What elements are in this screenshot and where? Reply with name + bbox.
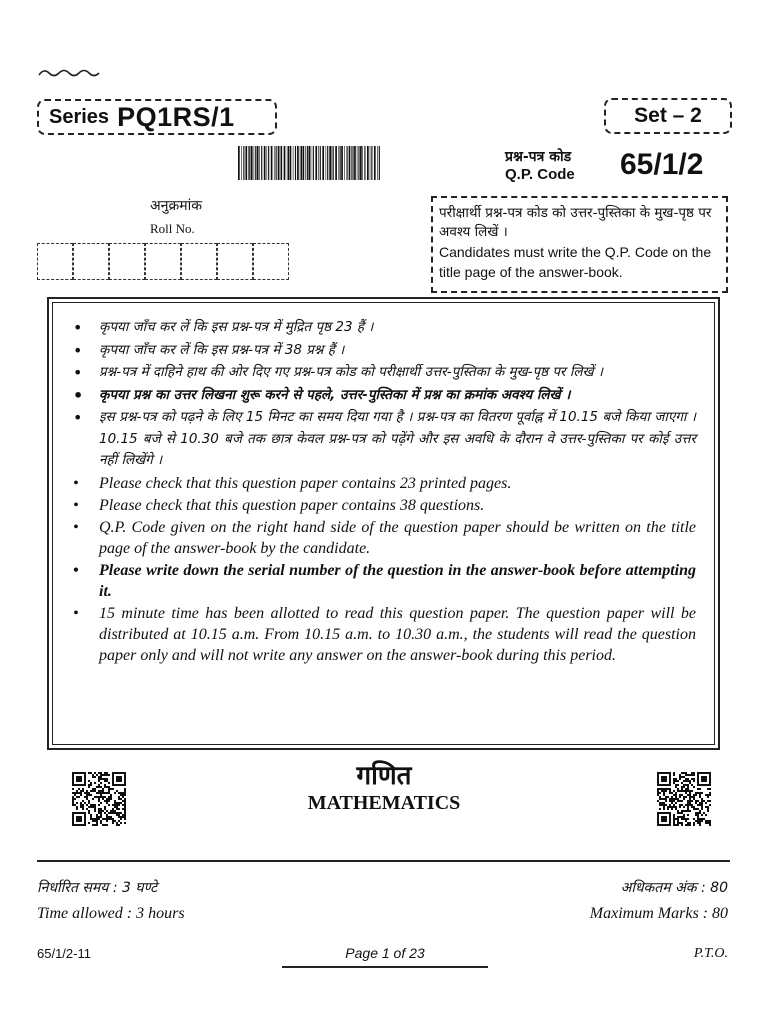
roll-label: Roll No. [150, 221, 195, 236]
series-code: PQ1RS/1 [117, 101, 235, 132]
instruction-english-3: • Q.P. Code given on the right hand side of the question paper should be written on the title page of the answer-book by the candidate. [71, 517, 696, 559]
candidate-note-hindi: परीक्षार्थी प्रश्न-पत्र कोड को उत्तर-पुस्तिका के मुख-पृष्ठ पर अवश्य लिखें । [439, 205, 712, 240]
subject-title-hindi: गणित [356, 761, 412, 791]
instruction-hindi-4: • कृपया प्रश्न का उत्तर लिखना शुरू करने से पहले, उत्तर-पुस्तिका में प्रश्न का क्रमांक अवश्य लिखें । [71, 385, 696, 407]
time-allowed: Time allowed : 3 hours [37, 905, 185, 922]
instruction-english-1: • Please check that this question paper contains 23 printed pages. [71, 473, 696, 494]
qp-code: 65/1/2 [620, 148, 704, 181]
roll-digit-box[interactable] [181, 243, 217, 280]
set-box [604, 98, 732, 134]
divider [37, 860, 730, 862]
roll-digit-box[interactable] [217, 243, 253, 280]
max-marks-hindi: अधिकतम अंक : 80 [620, 880, 728, 896]
instructions-inner [52, 302, 715, 745]
candidate-note-box [431, 196, 728, 293]
barcode [238, 146, 380, 180]
max-marks: Maximum Marks : 80 [589, 905, 728, 922]
qp-code-label-hindi: प्रश्न-पत्र कोड [505, 149, 572, 165]
roll-digit-box[interactable] [109, 243, 145, 280]
roll-number-boxes [37, 243, 289, 280]
instruction-english-4: • Please write down the serial number of the question in the answer-book before attempting it. [71, 560, 696, 602]
roll-digit-box[interactable] [145, 243, 181, 280]
set-label: Set – 2 [634, 104, 702, 127]
roll-digit-box[interactable] [253, 243, 289, 280]
instruction-english-2: • Please check that this question paper contains 38 questions. [71, 495, 696, 516]
instruction-english-5: • 15 minute time has been allotted to read this question paper. The question paper will be distributed at 10.15 a.m. From 10.15 a.m. to 10.30 a.m., the students will read the question paper only and will not write any answer on the answer-book during this period. [71, 603, 696, 666]
instruction-hindi-3: • प्रश्न-पत्र में दाहिने हाथ की ओर दिए गए प्रश्न-पत्र कोड को परीक्षार्थी उत्तर-पुस्तिका के मुख-पृष्ठ पर लिखें । [71, 362, 696, 384]
qp-code-label: Q.P. Code [505, 166, 575, 183]
page-number: Page 1 of 23 [345, 945, 425, 961]
roll-label-hindi: अनुक्रमांक [150, 198, 202, 214]
instruction-hindi-2: • कृपया जाँच कर लें कि इस प्रश्न-पत्र में 38 प्रश्न हैं । [71, 340, 696, 362]
page-number-underline [282, 966, 488, 968]
instruction-hindi-1: • कृपया जाँच कर लें कि इस प्रश्न-पत्र में मुद्रित पृष्ठ 23 हैं । [71, 317, 696, 339]
footer-code: 65/1/2-11 [37, 946, 91, 961]
series-label: Series [49, 105, 110, 128]
instructions-list [71, 317, 696, 666]
pto-label: P.T.O. [693, 946, 728, 961]
wave-mark-icon [38, 66, 100, 80]
roll-digit-box[interactable] [37, 243, 73, 280]
time-allowed-hindi: निर्धारित समय : 3 घण्टे [37, 880, 158, 896]
instruction-hindi-5: • इस प्रश्न-पत्र को पढ़ने के लिए 15 मिनट का समय दिया गया है । प्रश्न-पत्र का वितरण पूर्वाह्न में 10.15 बजे किया जाएगा । 10.15 बजे से 10.30 बजे तक छात्र केवल प्रश्न-पत्र को पढ़ेंगे और इस अवधि के दौरान वे उत्तर-पुस्तिका पर कोई उत्तर नहीं लिखेंगे । [71, 407, 696, 472]
instructions-frame [47, 297, 720, 750]
candidate-note-english: Candidates must write the Q.P. Code on the title page of the answer-book. [439, 244, 712, 280]
series-box [37, 99, 277, 135]
roll-digit-box[interactable] [73, 243, 109, 280]
subject-title: MATHEMATICS [307, 792, 461, 814]
